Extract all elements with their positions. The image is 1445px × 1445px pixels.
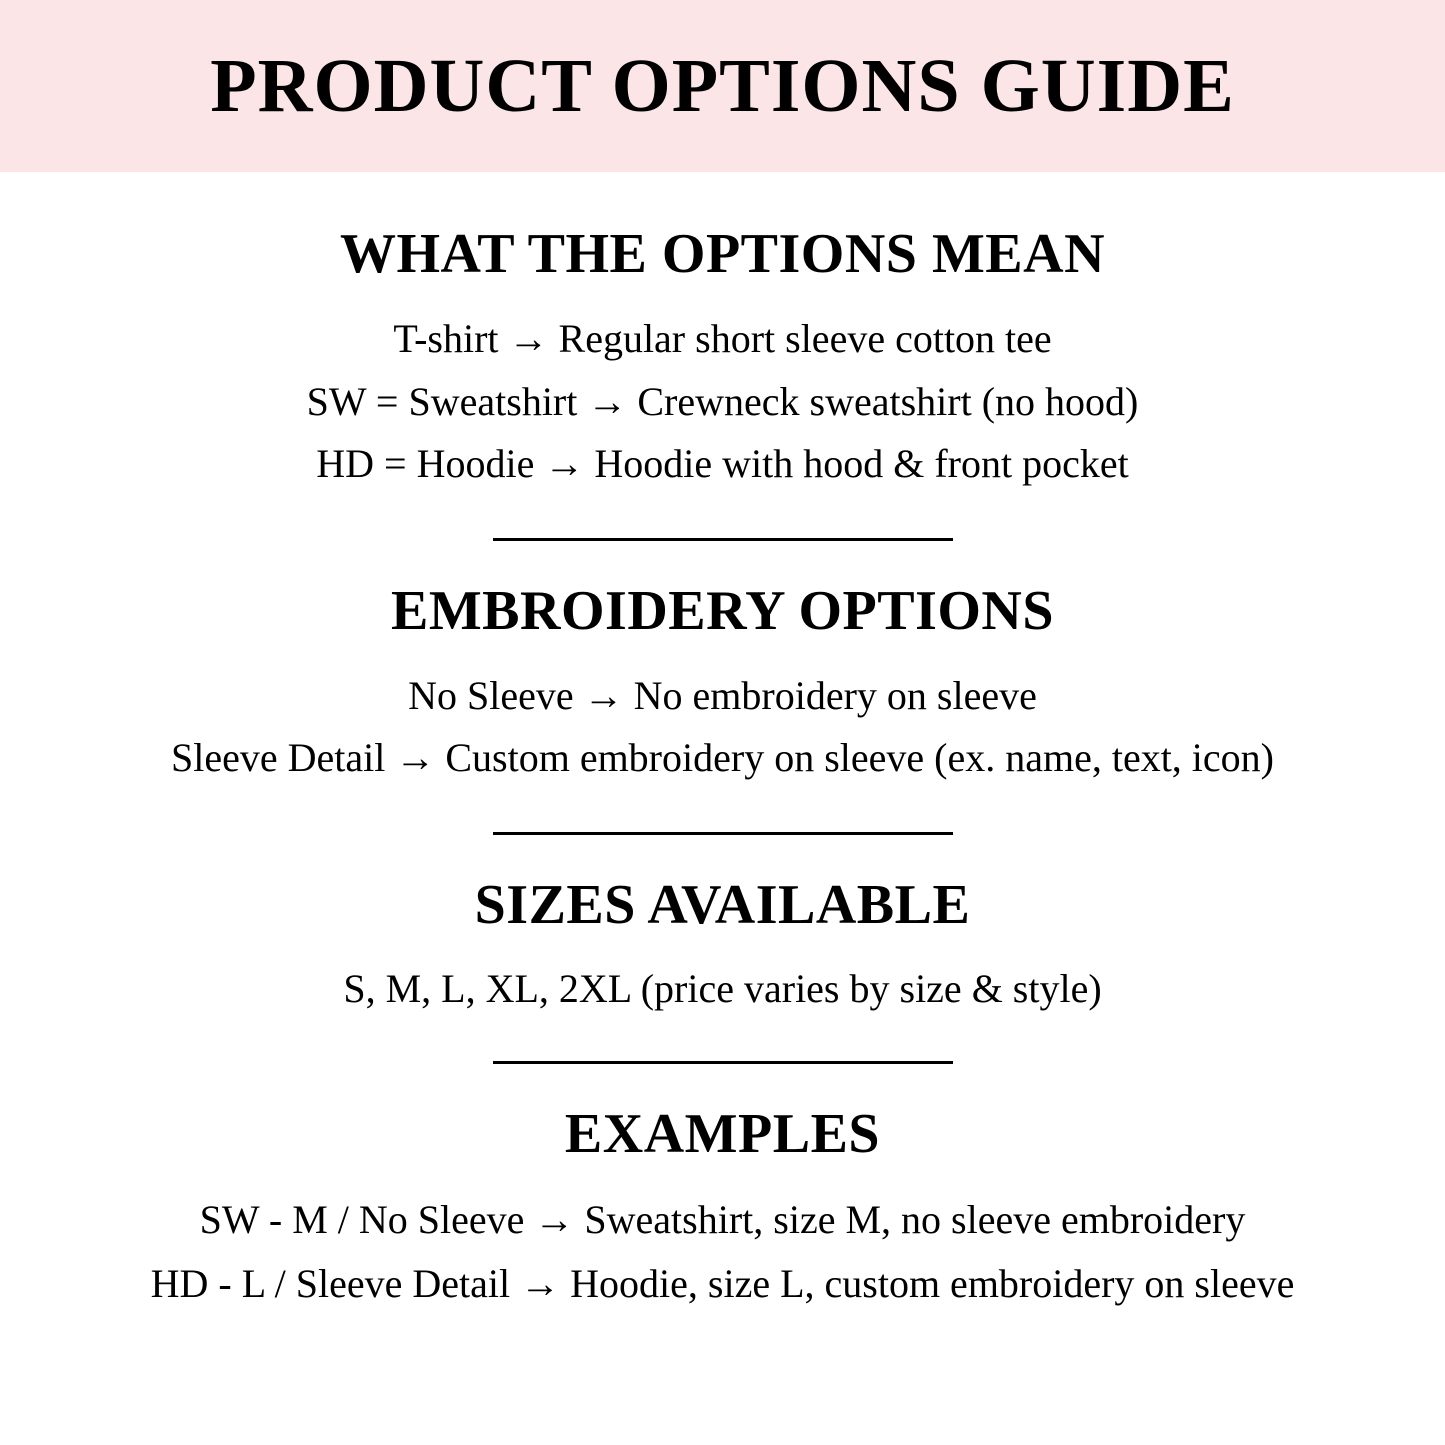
section-divider xyxy=(493,1061,953,1064)
section-line: HD = Hoodie → Hoodie with hood & front pocket xyxy=(316,441,1129,487)
section-divider xyxy=(493,538,953,541)
section-line: Sleeve Detail → Custom embroidery on sleeve (ex. name, text, icon) xyxy=(170,735,1274,781)
section-title: WHAT THE OPTIONS MEAN xyxy=(339,223,1106,285)
section-examples xyxy=(0,1084,1445,1314)
section-line: S, M, L, XL, 2XL (price varies by size & style) xyxy=(343,966,1102,1012)
section-line: SW = Sweatshirt → Crewneck sweatshirt (no hood) xyxy=(306,378,1139,424)
section-embroidery-options xyxy=(0,561,1445,790)
section-title: EXAMPLES xyxy=(564,1103,881,1166)
section-title: EMBROIDERY OPTIONS xyxy=(390,579,1055,642)
section-divider xyxy=(493,832,953,835)
section-title: SIZES AVAILABLE xyxy=(474,873,971,936)
section-line: HD - L / Sleeve Detail → Hoodie, size L, custom embroidery on sleeve xyxy=(150,1260,1295,1306)
guide-content xyxy=(0,172,1445,1445)
page-title: PRODUCT OPTIONS GUIDE xyxy=(210,44,1235,128)
section-what-the-options-mean xyxy=(0,204,1445,496)
section-line: T-shirt → Regular short sleeve cotton tee xyxy=(393,316,1052,362)
section-line: SW - M / No Sleeve → Sweatshirt, size M, no sleeve embroidery xyxy=(199,1196,1246,1242)
section-sizes-available xyxy=(0,855,1445,1019)
section-line: No Sleeve → No embroidery on sleeve xyxy=(408,672,1037,718)
header-band xyxy=(0,0,1445,172)
